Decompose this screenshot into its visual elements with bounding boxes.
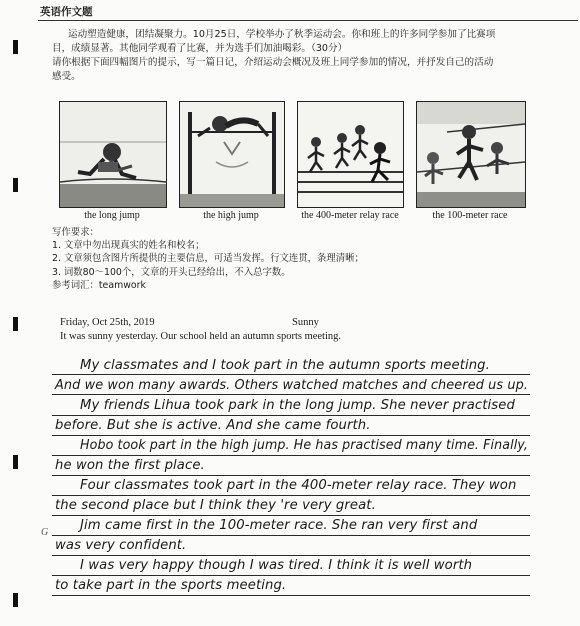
prompt-line: 目，成绩显著。其他同学观看了比赛，并为选手们加油喝彩。（30分）	[52, 43, 348, 54]
picture-100m-race	[416, 101, 526, 208]
requirements-title: 写作要求：	[52, 227, 99, 238]
writing-line	[52, 575, 530, 576]
picture-high-jump	[179, 101, 285, 208]
handwritten-line: Hobo took part in the high jump. He has practised many time. Finally,	[80, 438, 529, 453]
writing-line	[52, 595, 530, 596]
handwritten-line: And we won many awards. Others watched matches and cheered us up.	[55, 378, 529, 393]
handwritten-line: Four classmates took part in the 400-meter relay race. They won	[80, 478, 517, 493]
caption-relay-race: the 400-meter relay race	[301, 210, 399, 221]
writing-line	[52, 374, 530, 375]
handwritten-line: Jim came first in the 100-meter race. She ran very first and	[80, 518, 478, 533]
picture-relay-race	[297, 101, 404, 208]
requirement-item: 2. 文章须包含图片所提供的主要信息，可适当发挥。行文连贯，条理清晰；	[52, 253, 364, 265]
writing-line	[52, 415, 530, 416]
requirement-item: 1. 文章中勿出现真实的姓名和校名；	[52, 240, 205, 252]
writing-line	[52, 495, 530, 496]
handwritten-line: My friends Lihua took park in the long jump. She never practised	[80, 398, 515, 413]
writing-line	[52, 475, 530, 476]
handwritten-line: he won the first place.	[55, 458, 205, 473]
handwritten-line: I was very happy though I was tired. I think it is well worth	[80, 558, 473, 573]
caption-high-jump: the high jump	[203, 210, 259, 221]
writing-line	[52, 555, 530, 556]
writing-line	[52, 535, 530, 536]
requirement-item: 3. 词数80～100个，文章的开头已经给出，不入总字数。	[52, 266, 291, 278]
writing-requirements	[52, 226, 552, 292]
header-divider	[38, 20, 578, 21]
caption-long-jump: the long jump	[84, 210, 140, 221]
handwritten-line: My classmates and I took part in the autumn sports meeting.	[80, 358, 490, 373]
writing-line	[52, 455, 530, 456]
picture-long-jump	[59, 101, 167, 208]
section-title: 英语作文题	[40, 6, 93, 18]
handwritten-line: the second place but I think they 're very great.	[55, 498, 376, 513]
task-prompt	[52, 28, 552, 84]
reference-words: 参考词汇：teamwork	[52, 279, 146, 291]
diary-date: Friday, Oct 25th, 2019	[60, 317, 155, 328]
caption-100m-race: the 100-meter race	[432, 210, 508, 221]
prompt-line: 感受。	[52, 71, 81, 82]
writing-line	[52, 515, 530, 516]
writing-line	[52, 394, 530, 395]
diary-opening: It was sunny yesterday. Our school held an autumn sports meeting.	[60, 331, 342, 342]
handwritten-line: before. But she is active. And she came fourth.	[55, 418, 371, 433]
writing-line	[52, 435, 530, 436]
handwritten-line: was very confident.	[55, 538, 187, 553]
diary-weather: Sunny	[292, 317, 319, 328]
prompt-line: 运动塑造健康，团结凝聚力。10月25日，学校举办了秋季运动会。你和班上的许多同学参加了比赛项	[68, 29, 496, 40]
margin-mark: G	[41, 527, 49, 538]
handwritten-line: to take part in the sports meeting.	[55, 578, 287, 593]
prompt-line: 请你根据下面四幅图片的提示，写一篇日记，介绍运动会概况及班上同学参加的情况，并抒发自己的活动	[52, 57, 494, 68]
